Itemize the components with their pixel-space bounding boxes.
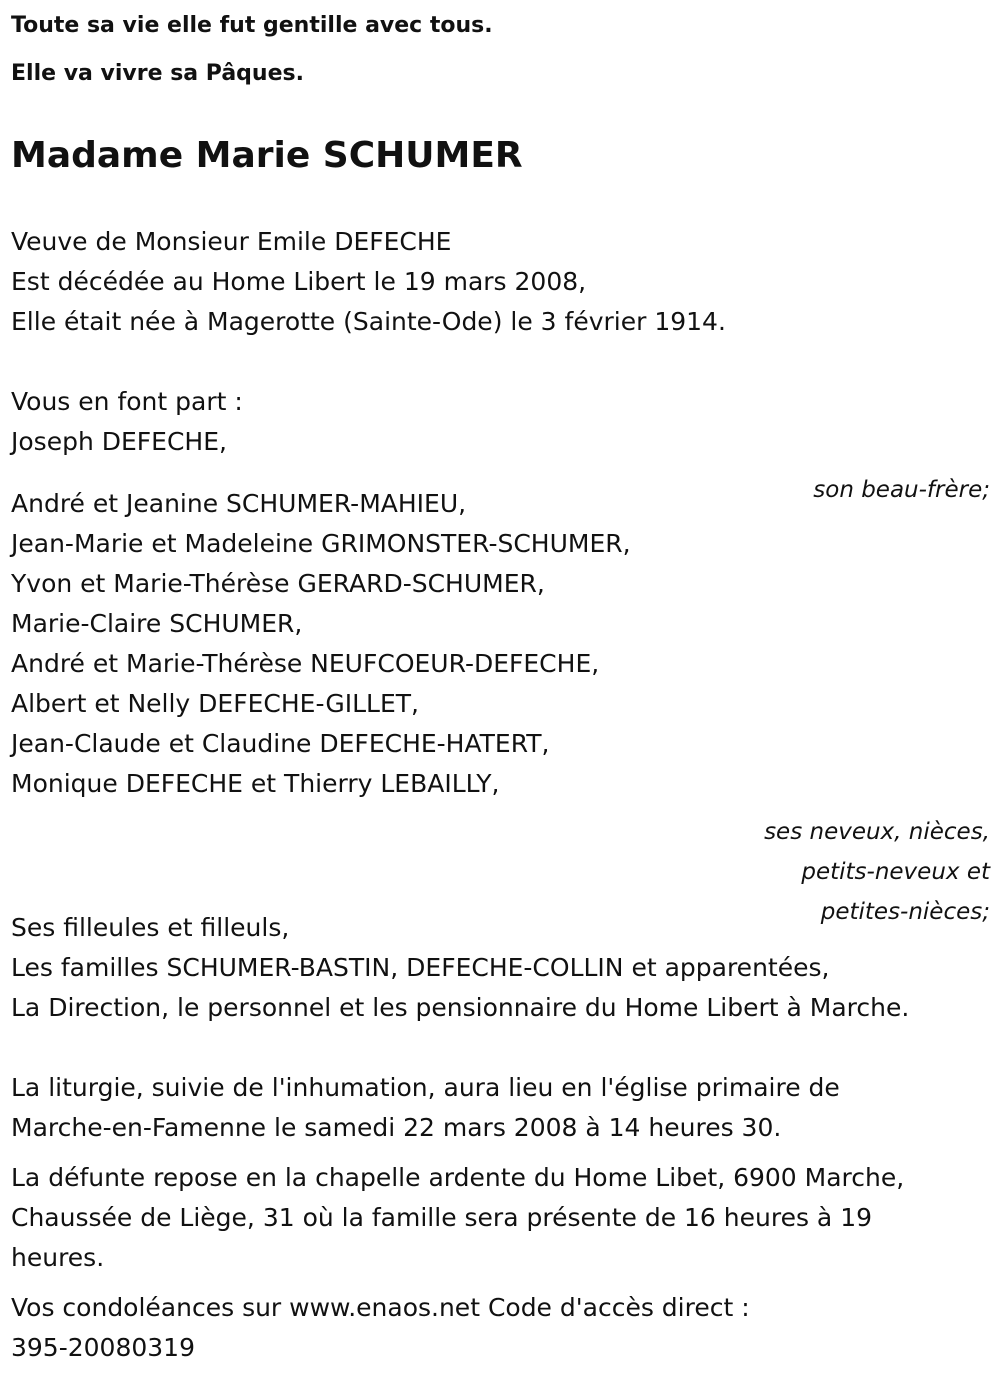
bio-line-3: Elle était née à Magerotte (Sainte-Ode) le 3 février 1914. xyxy=(11,307,726,336)
repose-line-3: heures. xyxy=(11,1243,105,1272)
intro-line-2: Elle va vivre sa Pâques. xyxy=(11,61,304,86)
other-mourners-line: La Direction, le personnel et les pensionnaire du Home Libert à Marche. xyxy=(11,993,910,1022)
other-mourners-line: Ses filleules et filleuls, xyxy=(11,913,290,942)
repose-line-1: La défunte repose en la chapelle ardente du Home Libet, 6900 Marche, xyxy=(11,1163,905,1192)
family-name-line: Marie-Claire SCHUMER, xyxy=(11,609,303,638)
liturgy-line-2: Marche-en-Famenne le samedi 22 mars 2008 à 14 heures 30. xyxy=(11,1113,782,1142)
deceased-name: Madame Marie SCHUMER xyxy=(11,135,523,176)
family-name-line: Monique DEFECHE et Thierry LEBAILLY, xyxy=(11,769,500,798)
relation-label: ses neveux, nièces, xyxy=(764,819,990,845)
announcement-heading: Vous en font part : xyxy=(11,387,243,416)
liturgy-line-1: La liturgie, suivie de l'inhumation, aura lieu en l'église primaire de xyxy=(11,1073,840,1102)
family-name-line: Jean-Marie et Madeleine GRIMONSTER-SCHUMER, xyxy=(11,529,631,558)
family-name-line: Albert et Nelly DEFECHE-GILLET, xyxy=(11,689,419,718)
other-mourners-line: Les familles SCHUMER-BASTIN, DEFECHE-COLLIN et apparentées, xyxy=(11,953,830,982)
bio-line-1: Veuve de Monsieur Emile DEFECHE xyxy=(11,227,452,256)
relation-label: petites-nièces; xyxy=(820,899,990,925)
condolences-line: Vos condoléances sur www.enaos.net Code d'accès direct : xyxy=(11,1293,750,1322)
relation-label: son beau-frère; xyxy=(813,477,990,503)
relation-label: petits-neveux et xyxy=(801,859,990,885)
access-code: 395-20080319 xyxy=(11,1333,195,1362)
bio-line-2: Est décédée au Home Libert le 19 mars 2008, xyxy=(11,267,587,296)
family-name-line: André et Marie-Thérèse NEUFCOEUR-DEFECHE, xyxy=(11,649,600,678)
family-name-line: André et Jeanine SCHUMER-MAHIEU, xyxy=(11,489,467,518)
intro-line-1: Toute sa vie elle fut gentille avec tous. xyxy=(11,13,493,38)
family-name-line: Yvon et Marie-Thérèse GERARD-SCHUMER, xyxy=(11,569,545,598)
family-name-line: Joseph DEFECHE, xyxy=(11,427,227,456)
family-name-line: Jean-Claude et Claudine DEFECHE-HATERT, xyxy=(11,729,550,758)
repose-line-2: Chaussée de Liège, 31 où la famille sera présente de 16 heures à 19 xyxy=(11,1203,873,1232)
